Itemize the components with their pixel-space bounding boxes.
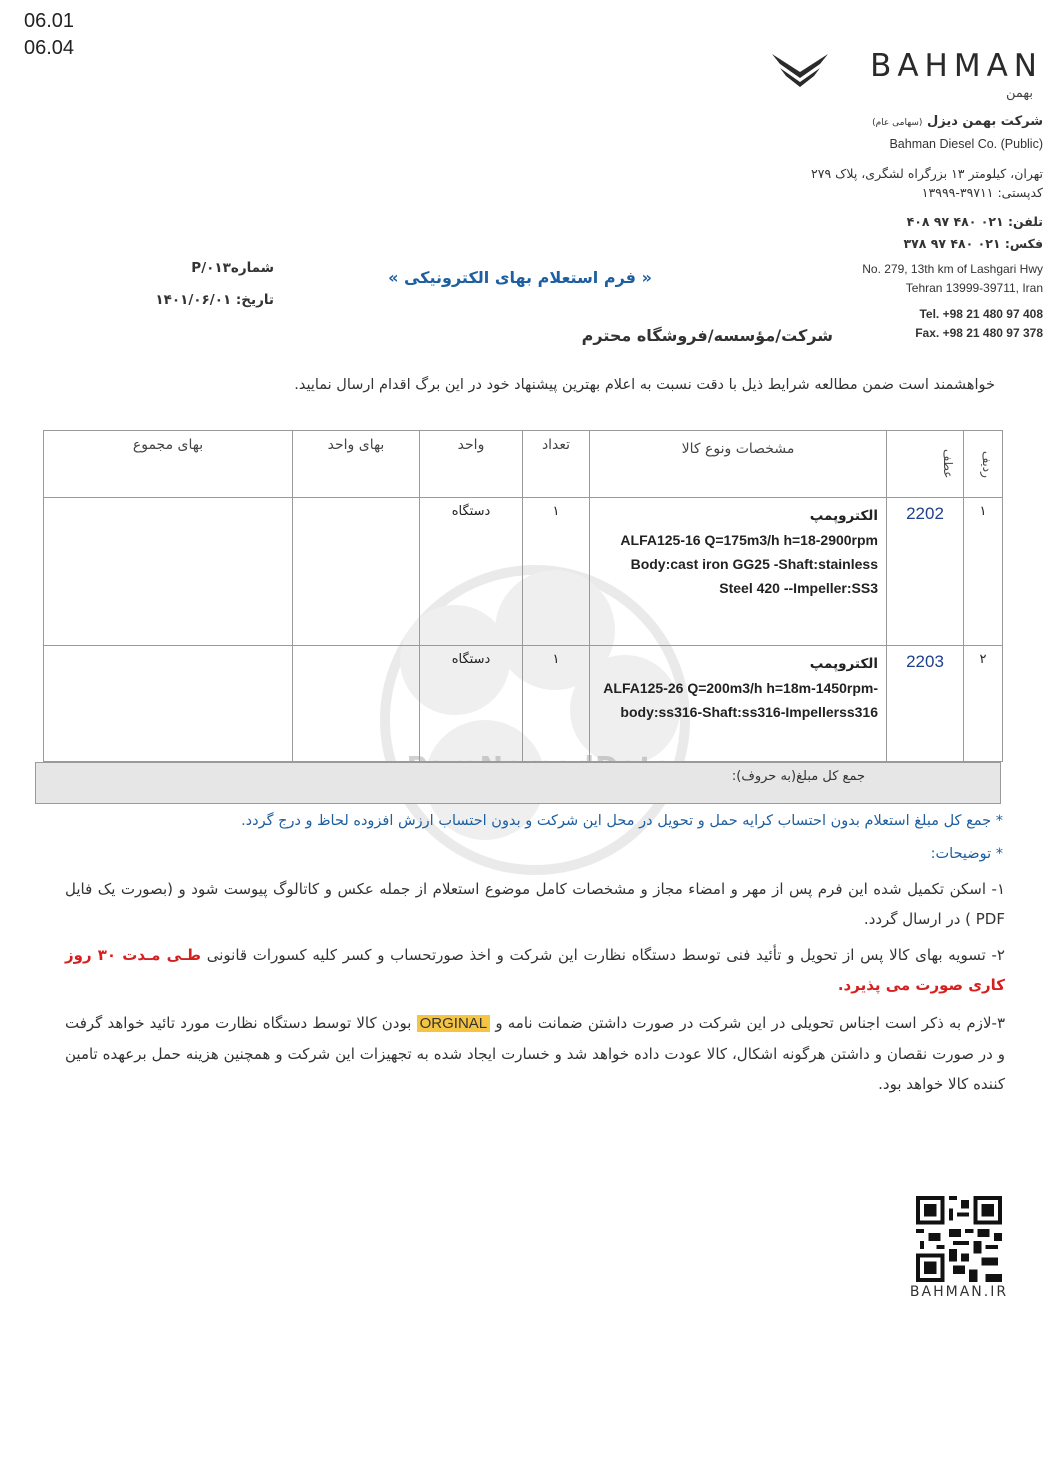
explanation-item-3 xyxy=(65,1008,1005,1099)
qr-code-icon xyxy=(916,1196,1002,1282)
company-name-fa xyxy=(872,114,1043,129)
corner-code-1: 06.01 xyxy=(24,10,75,32)
note-explanations-heading: * توضیحات: xyxy=(930,846,1003,862)
website-label[interactable]: BAHMAN.IR xyxy=(909,1284,1009,1300)
phone-label: تلفن: xyxy=(1007,214,1043,229)
form-number: شماره۰۱۳/P xyxy=(191,260,274,276)
phone-en: Tel. +98 21 480 97 408 xyxy=(919,307,1043,321)
explanation-item-3-text-a: ۳-لازم به ذکر است اجناس تحویلی در این شرکت در صورت داشتن ضمانت نامه و xyxy=(495,1014,1005,1032)
explanation-item-3-text-b: بودن کالا توسط دستگاه نظارت مورد تائید خواهد گرفت و در صورت نقصان و داشتن هرگونه اشکال، کالا عودت داده خواهد شد و خسارت ایجاد شده به تجهیزات این شرکت و همچنین هزینه حمل برعهده تامین کننده کالا خواهد بود. xyxy=(65,1014,1005,1093)
item-description xyxy=(590,646,887,762)
payment-deadline: طـی مـدت ۳۰ روز کاری صورت می پذیرد. xyxy=(65,946,1005,994)
fax-fa xyxy=(904,236,1044,251)
fax-en: Fax. +98 21 480 97 378 xyxy=(915,326,1043,340)
items-table xyxy=(43,430,1003,762)
fax-number: ۰۲۱ ۴۸۰ ۹۷ ۳۷۸ xyxy=(903,236,1001,251)
original-highlight: ORGINAL xyxy=(417,1015,491,1032)
brand-name-fa: بهمن xyxy=(1005,86,1033,101)
address-fa: تهران، کیلومتر ۱۳ بزرگراه لشگری، پلاک ۲۷۹ xyxy=(811,166,1043,181)
phone-number: ۰۲۱ ۴۸۰ ۹۷ ۴۰۸ xyxy=(906,214,1004,229)
bahman-logo-icon xyxy=(770,50,830,90)
address-en-line2: Tehran 13999-39711, Iran xyxy=(905,281,1043,295)
company-type: (سهامی عام) xyxy=(872,118,923,128)
table-header-row xyxy=(44,431,1003,498)
corner-code-2: 06.04 xyxy=(24,37,75,59)
item-description xyxy=(590,498,887,646)
explanation-item-2 xyxy=(65,940,1005,1000)
header-total-price: بهای مجموع xyxy=(44,431,293,498)
item-unit-price[interactable] xyxy=(293,646,420,762)
header-description: مشخصات ونوع کالا xyxy=(590,431,887,498)
item-total-price[interactable] xyxy=(44,646,293,762)
header-unit: واحد xyxy=(420,431,523,498)
explanation-item-2-text: ۲- تسویه بهای کالا پس از تحویل و تأئید فنی توسط دستگاه نظارت این شرکت و اخذ صورتحساب و کسر کلیه کسورات قانونی xyxy=(206,946,1005,964)
postal-code-fa: کدپستی: ۳۹۷۱۱-۱۳۹۹۹ xyxy=(921,185,1043,200)
item-unit-price[interactable] xyxy=(293,498,420,646)
row-number: ۱ xyxy=(964,498,1003,646)
addressee: شرکت/مؤسسه/فروشگاه محترم xyxy=(581,326,833,345)
address-en-line1: No. 279, 13th km of Lashgari Hwy xyxy=(862,262,1043,276)
item-unit: دستگاه xyxy=(420,646,523,762)
header-code: عطف xyxy=(887,431,964,498)
phone-fa xyxy=(907,214,1043,229)
fax-label: فکس: xyxy=(1004,236,1043,251)
item-spec: ALFA125-16 Q=175m3/h h=18-2900rpm Body:cast iron GG25 -Shaft:stainless Steel 420 --Impeller:SS3 xyxy=(620,532,878,596)
intro-text: خواهشمند است ضمن مطالعه شرایط ذیل با دقت نسبت به اعلام بهترین پیشنهاد خود در این برگ اقدام ارسال نمایید. xyxy=(294,377,995,393)
company-name-fa-text: شرکت بهمن دیزل xyxy=(926,114,1043,129)
company-name-en: Bahman Diesel Co. (Public) xyxy=(889,137,1043,151)
table-row xyxy=(44,646,1003,762)
item-code: 2202 xyxy=(887,498,964,646)
grand-total-row[interactable] xyxy=(35,762,1001,804)
header-quantity: تعداد xyxy=(523,431,590,498)
header-row-number: ردیف xyxy=(964,431,1003,498)
row-number: ۲ xyxy=(964,646,1003,762)
table-row xyxy=(44,498,1003,646)
item-total-price[interactable] xyxy=(44,498,293,646)
header-unit-price: بهای واحد xyxy=(293,431,420,498)
form-date: تاریخ: ۱۴۰۱/۰۶/۰۱ xyxy=(155,292,274,308)
brand-name: BAHMAN xyxy=(870,48,1043,84)
item-quantity: ۱ xyxy=(523,498,590,646)
item-code: 2203 xyxy=(887,646,964,762)
explanation-item-1: ۱- اسکن تکمیل شده این فرم پس از مهر و امضاء مجاز و مشخصات کامل موضوع استعلام از جمله عکس و کاتالوگ پیوست شود و (بصورت یک فایل PDF ) در ارسال گردد. xyxy=(65,880,1005,928)
item-quantity: ۱ xyxy=(523,646,590,762)
item-unit: دستگاه xyxy=(420,498,523,646)
item-spec: ALFA125-26 Q=200m3/h h=18m-1450rpm-body:ss316-Shaft:ss316-Impellerss316 xyxy=(603,680,878,720)
form-title: « فرم استعلام بهای الکترونیکی » xyxy=(388,268,652,287)
grand-total-label: جمع کل مبلغ(به حروف): xyxy=(731,769,865,784)
note-shipping: * جمع کل مبلغ استعلام بدون احتساب کرایه حمل و تحویل در محل این شرکت و بدون احتساب ارزش افزوده لحاظ و درج گردد. xyxy=(241,813,1003,829)
item-name: الکتروپمپ xyxy=(809,656,878,672)
item-name: الکتروپمپ xyxy=(809,508,878,524)
